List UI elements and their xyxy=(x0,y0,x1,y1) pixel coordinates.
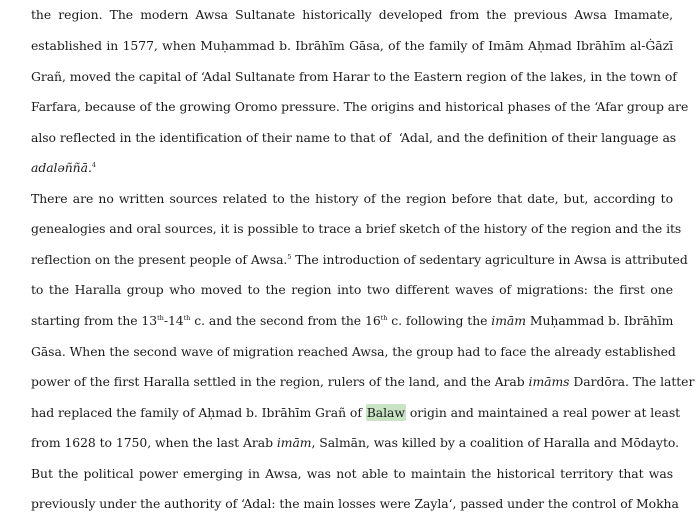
footnote-marker: th xyxy=(183,314,191,322)
text-line xyxy=(31,126,677,150)
text-segment: Muḥammad b. Ibrāhīm xyxy=(525,313,674,328)
highlighted-word: Balaw xyxy=(366,405,405,420)
text-line xyxy=(31,3,673,27)
italic-term: imām xyxy=(276,435,312,450)
text-line xyxy=(31,309,673,333)
text-segment: -14 xyxy=(163,313,184,328)
text-segment: Gāsa. When the second wave of migration reached Awsa, the group had to face the already established xyxy=(31,344,676,359)
text-segment: to the Haralla group who moved to the region into two different waves of migrations: the first one xyxy=(31,282,673,297)
text-segment: Dardōra. The latter xyxy=(569,374,695,389)
text-segment: from 1628 to 1750, when the last Arab xyxy=(31,435,277,450)
text-line xyxy=(31,492,679,516)
text-segment: also reflected in the identification of their name to that of ‘Adal, and the definition of their language as xyxy=(31,130,677,145)
text-line xyxy=(31,95,689,119)
text-segment: established in 1577, when Muḥammad b. Ibrāhīm Gāsa, of the family of Imām Aḥmad Ibrāhīm al-Ġāzī xyxy=(31,38,673,53)
text-segment: the region. The modern Awsa Sultanate historically developed from the previous Awsa Imamate, xyxy=(31,7,673,22)
text-segment: starting from the 13 xyxy=(31,313,158,328)
text-segment: origin and maintained a real power at least xyxy=(405,405,681,420)
text-segment: c. following the xyxy=(387,313,492,328)
text-segment: There are no written sources related to the history of the region before that date, but, according to xyxy=(31,191,673,206)
text-line xyxy=(31,65,677,89)
text-segment: , Salmān, was killed by a coalition of Haralla and Mōdayto. xyxy=(311,435,679,450)
italic-term: adaləññā. xyxy=(31,160,92,175)
text-segment: previously under the authority of ‘Adal: the main losses were Zayla‘, passed under the control of Mokha xyxy=(31,496,679,511)
text-line xyxy=(31,187,673,211)
text-line xyxy=(31,248,688,272)
text-line xyxy=(31,340,676,364)
text-line xyxy=(31,431,679,455)
text-segment: genealogies and oral sources, it is possible to trace a brief sketch of the history of the region and the its xyxy=(31,221,682,236)
text-line xyxy=(31,462,673,486)
text-line xyxy=(31,370,695,394)
italic-term: imāms xyxy=(528,374,570,389)
text-line xyxy=(31,401,681,425)
text-segment: The introduction of sedentary agriculture in Awsa is attributed xyxy=(291,252,688,267)
footnote-marker: 5 xyxy=(287,253,292,261)
text-segment: Grañ, moved the capital of ‘Adal Sultanate from Harar to the Eastern region of the lakes, in the town of xyxy=(31,69,677,84)
text-segment: reflection on the present people of Awsa. xyxy=(31,252,288,267)
footnote-marker: 4 xyxy=(91,161,96,169)
text-segment: But the political power emerging in Awsa, was not able to maintain the historical territory that was xyxy=(31,466,673,481)
footnote-marker: th xyxy=(380,314,388,322)
text-segment: Farfara, because of the growing Oromo pressure. The origins and historical phases of the ‘Afar group are xyxy=(31,99,689,114)
text-line xyxy=(31,217,682,241)
text-segment: had replaced the family of Aḥmad b. Ibrāhīm Grañ of xyxy=(31,405,366,420)
text-line xyxy=(31,278,673,302)
text-line xyxy=(31,156,673,180)
text-segment: power of the first Haralla settled in the region, rulers of the land, and the Arab xyxy=(31,374,529,389)
italic-term: imām xyxy=(491,313,526,328)
text-line xyxy=(31,34,673,58)
text-segment: c. and the second from the 16 xyxy=(190,313,381,328)
footnote-marker: th xyxy=(157,314,164,322)
